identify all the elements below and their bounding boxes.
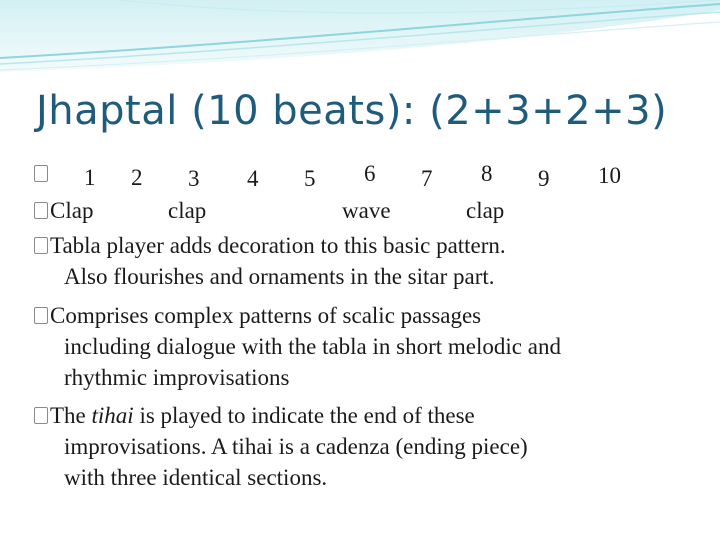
bullet-box-icon xyxy=(34,202,48,219)
bullet-continuation: rhythmic improvisations xyxy=(64,365,290,390)
bullet-box-icon xyxy=(34,407,48,424)
bullet-continuation: improvisations. A tihai is a cadenza (ending piece) xyxy=(64,434,528,459)
beat-number: 2 xyxy=(131,165,143,190)
beat-number: 6 xyxy=(364,161,376,186)
bullet-paragraph xyxy=(34,400,694,493)
bullet-text-italic: tihai xyxy=(91,403,134,428)
gesture-label: clap xyxy=(168,198,207,223)
beat-number: 5 xyxy=(304,166,316,191)
beat-number: 8 xyxy=(481,161,493,186)
bullet-text: Tabla player adds decoration to this basic pattern. xyxy=(50,233,506,258)
beat-number: 9 xyxy=(538,166,550,191)
bullet-box-icon xyxy=(34,165,48,182)
gesture-label: Clap xyxy=(50,198,94,223)
bullet-box-icon xyxy=(34,307,48,324)
bullet-continuation: including dialogue with the tabla in short melodic and xyxy=(64,334,561,359)
bullet-paragraph xyxy=(34,230,694,292)
bullet-continuation: with three identical sections. xyxy=(64,465,328,490)
slide-title: Jhaptal (10 beats): (2+3+2+3) xyxy=(36,88,668,134)
bullet-continuation: Also flourishes and ornaments in the sitar part. xyxy=(64,264,495,289)
bullet-box-icon xyxy=(34,237,48,254)
gesture-label: clap xyxy=(466,198,505,223)
header-wave-decoration xyxy=(0,0,720,80)
beat-number: 3 xyxy=(188,166,200,191)
beat-number: 1 xyxy=(84,165,96,190)
beat-number: 10 xyxy=(598,163,621,188)
beat-number: 4 xyxy=(247,166,259,191)
gesture-label: wave xyxy=(342,198,391,223)
bullet-text: Comprises complex patterns of scalic passages xyxy=(50,303,482,328)
bullet-paragraph xyxy=(34,300,694,393)
bullet-text-pre: The xyxy=(50,403,92,428)
beat-number: 7 xyxy=(421,166,433,191)
bullet-text-post: is played to indicate the end of these xyxy=(133,403,475,428)
